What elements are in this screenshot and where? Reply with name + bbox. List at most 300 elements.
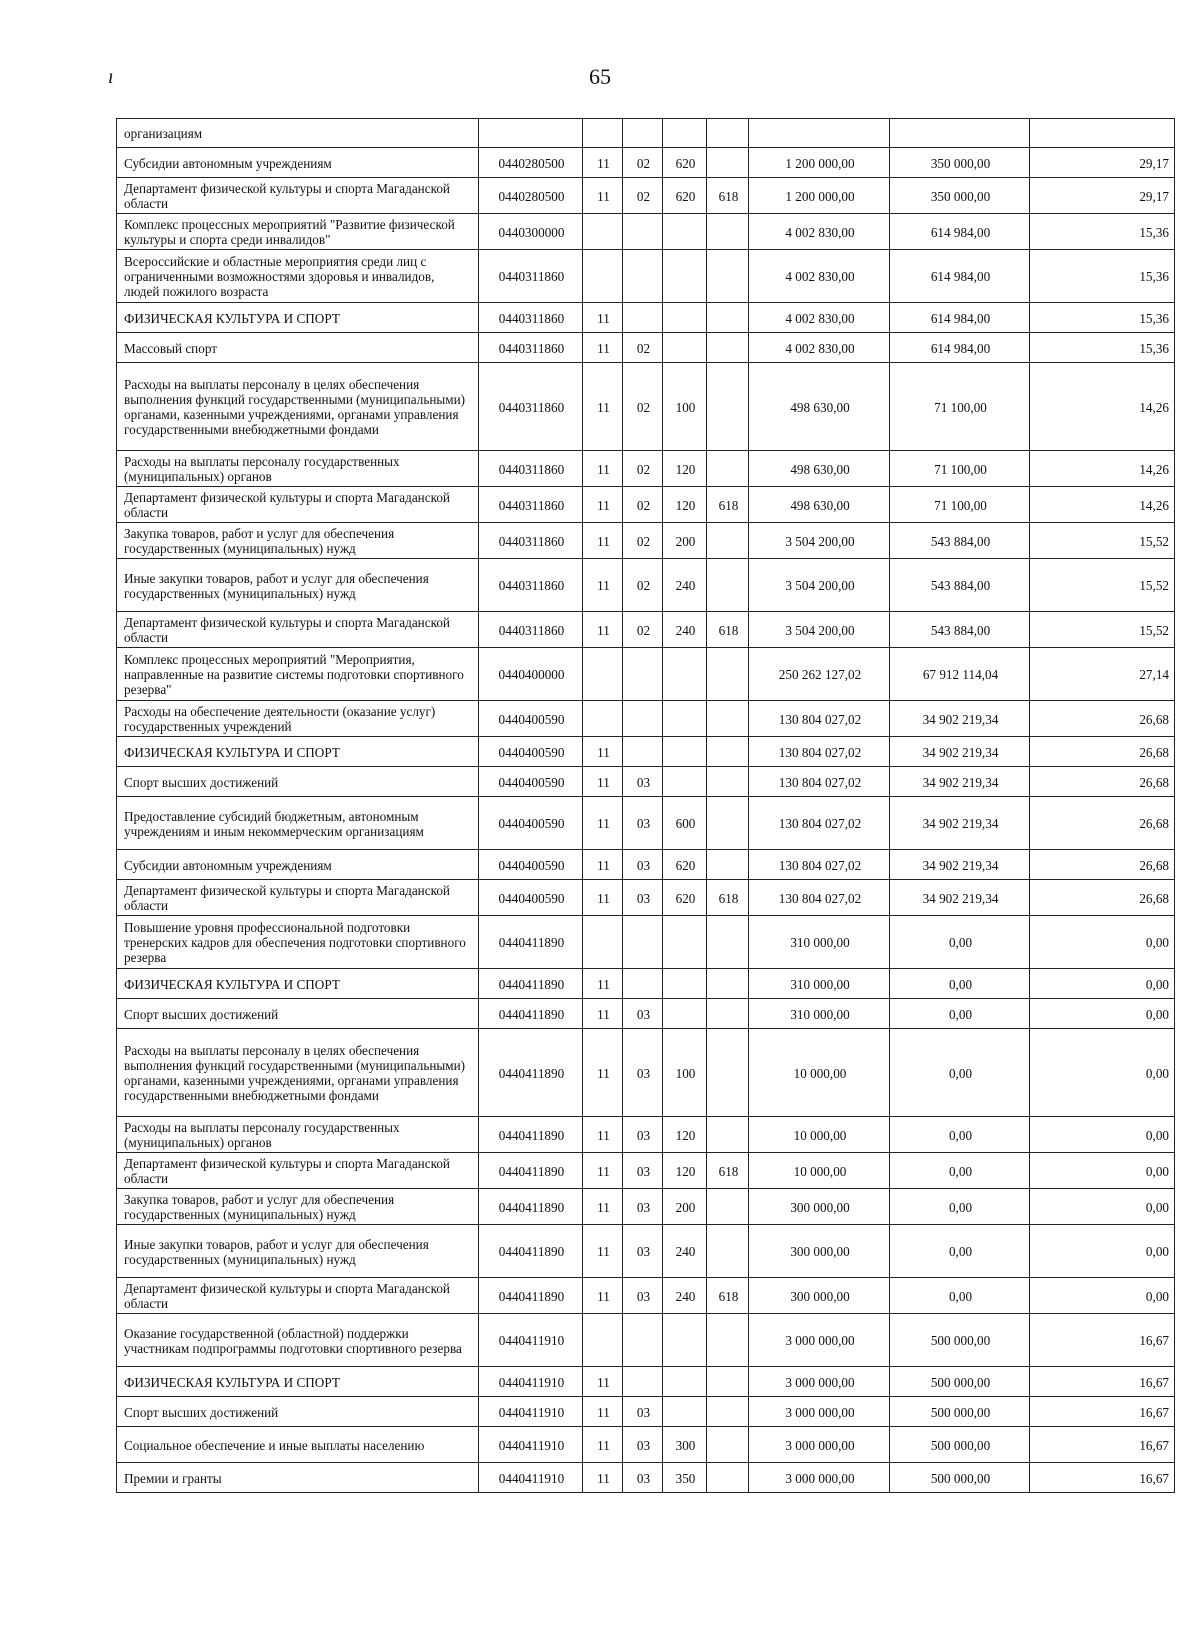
planned-amount: 498 630,00 [749,363,890,451]
section-code: 11 [583,1117,623,1153]
target-code: 0440311860 [479,250,583,303]
expense-type-code [663,701,707,737]
target-code: 0440311860 [479,451,583,487]
execution-percent: 0,00 [1030,1029,1175,1117]
planned-amount: 130 804 027,02 [749,767,890,797]
execution-percent: 26,68 [1030,701,1175,737]
table-row [117,612,1175,648]
target-code: 0440411910 [479,1463,583,1493]
administrator-code: 618 [707,880,749,916]
administrator-code [707,523,749,559]
administrator-code [707,1117,749,1153]
planned-amount: 130 804 027,02 [749,701,890,737]
section-code: 11 [583,1029,623,1117]
section-code: 11 [583,303,623,333]
execution-percent: 26,68 [1030,880,1175,916]
administrator-code [707,1463,749,1493]
row-name: Премии и гранты [117,1463,479,1493]
administrator-code [707,119,749,148]
target-code: 0440400590 [479,737,583,767]
section-code [583,916,623,969]
expense-type-code [663,1397,707,1427]
section-code: 11 [583,767,623,797]
expense-type-code [663,1314,707,1367]
administrator-code [707,1189,749,1225]
subsection-code: 03 [623,999,663,1029]
section-code: 11 [583,797,623,850]
planned-amount: 310 000,00 [749,999,890,1029]
administrator-code [707,1314,749,1367]
table-row [117,1314,1175,1367]
execution-percent: 15,52 [1030,612,1175,648]
subsection-code: 02 [623,148,663,178]
administrator-code [707,969,749,999]
row-name: ФИЗИЧЕСКАЯ КУЛЬТУРА И СПОРТ [117,303,479,333]
planned-amount: 130 804 027,02 [749,737,890,767]
execution-percent: 15,36 [1030,214,1175,250]
planned-amount: 3 504 200,00 [749,559,890,612]
table-row [117,363,1175,451]
administrator-code [707,701,749,737]
administrator-code [707,737,749,767]
planned-amount: 4 002 830,00 [749,250,890,303]
executed-amount: 0,00 [890,1225,1030,1278]
executed-amount: 500 000,00 [890,1463,1030,1493]
section-code [583,250,623,303]
executed-amount: 71 100,00 [890,363,1030,451]
row-name: Всероссийские и областные мероприятия среди лиц с ограниченными возможностями здоровья и инвалидов, людей пожилого возраста [117,250,479,303]
target-code: 0440411910 [479,1427,583,1463]
table-row [117,250,1175,303]
planned-amount [749,119,890,148]
executed-amount: 614 984,00 [890,333,1030,363]
administrator-code [707,999,749,1029]
target-code: 0440411890 [479,1189,583,1225]
subsection-code: 03 [623,1117,663,1153]
executed-amount: 500 000,00 [890,1397,1030,1427]
subsection-code [623,648,663,701]
table-row [117,969,1175,999]
execution-percent: 15,36 [1030,303,1175,333]
table-row [117,999,1175,1029]
row-name: Расходы на выплаты персоналу в целях обеспечения выполнения функций государственными (муниципальными) органами, казенными учреждениями, органами управления государственными внебюджетными фондами [117,1029,479,1117]
target-code: 0440400590 [479,850,583,880]
section-code: 11 [583,1225,623,1278]
planned-amount: 300 000,00 [749,1225,890,1278]
execution-percent: 0,00 [1030,969,1175,999]
execution-percent: 0,00 [1030,1117,1175,1153]
target-code: 0440311860 [479,363,583,451]
planned-amount: 3 000 000,00 [749,1463,890,1493]
planned-amount: 250 262 127,02 [749,648,890,701]
planned-amount: 1 200 000,00 [749,178,890,214]
row-name: Спорт высших достижений [117,767,479,797]
expense-type-code: 600 [663,797,707,850]
row-name: Департамент физической культуры и спорта Магаданской области [117,1153,479,1189]
table-row [117,559,1175,612]
target-code: 0440311860 [479,333,583,363]
executed-amount: 500 000,00 [890,1367,1030,1397]
administrator-code: 618 [707,1278,749,1314]
planned-amount: 4 002 830,00 [749,303,890,333]
administrator-code [707,1367,749,1397]
executed-amount: 543 884,00 [890,559,1030,612]
section-code: 11 [583,363,623,451]
page-mark: ı [108,66,114,88]
subsection-code: 03 [623,850,663,880]
section-code: 11 [583,451,623,487]
target-code: 0440411890 [479,1278,583,1314]
table-row [117,1427,1175,1463]
section-code: 11 [583,737,623,767]
table-row [117,737,1175,767]
expense-type-code: 240 [663,1225,707,1278]
subsection-code: 03 [623,1278,663,1314]
execution-percent: 26,68 [1030,767,1175,797]
subsection-code: 02 [623,559,663,612]
row-name: ФИЗИЧЕСКАЯ КУЛЬТУРА И СПОРТ [117,969,479,999]
row-name: Департамент физической культуры и спорта Магаданской области [117,487,479,523]
executed-amount: 34 902 219,34 [890,797,1030,850]
row-name: Оказание государственной (областной) поддержки участникам подпрограммы подготовки спортивного резерва [117,1314,479,1367]
expense-type-code: 120 [663,487,707,523]
section-code [583,214,623,250]
target-code: 0440300000 [479,214,583,250]
expense-type-code [663,916,707,969]
row-name: Субсидии автономным учреждениям [117,850,479,880]
expense-type-code [663,737,707,767]
executed-amount: 0,00 [890,1117,1030,1153]
planned-amount: 3 000 000,00 [749,1314,890,1367]
administrator-code [707,451,749,487]
section-code: 11 [583,487,623,523]
execution-percent: 16,67 [1030,1427,1175,1463]
execution-percent: 27,14 [1030,648,1175,701]
table-row [117,1117,1175,1153]
subsection-code: 02 [623,333,663,363]
section-code: 11 [583,333,623,363]
executed-amount: 0,00 [890,969,1030,999]
administrator-code [707,1029,749,1117]
subsection-code [623,119,663,148]
row-name: Закупка товаров, работ и услуг для обеспечения государственных (муниципальных) нужд [117,523,479,559]
target-code: 0440280500 [479,178,583,214]
execution-percent: 29,17 [1030,178,1175,214]
section-code: 11 [583,1427,623,1463]
expense-type-code [663,1367,707,1397]
expense-type-code [663,214,707,250]
section-code: 11 [583,178,623,214]
subsection-code: 02 [623,178,663,214]
row-name: организациям [117,119,479,148]
row-name: Социальное обеспечение и иные выплаты населению [117,1427,479,1463]
executed-amount: 543 884,00 [890,612,1030,648]
administrator-code [707,1397,749,1427]
execution-percent: 14,26 [1030,487,1175,523]
planned-amount: 4 002 830,00 [749,214,890,250]
planned-amount: 3 504 200,00 [749,612,890,648]
subsection-code: 03 [623,1427,663,1463]
expense-type-code: 200 [663,1189,707,1225]
target-code: 0440311860 [479,612,583,648]
row-name: Департамент физической культуры и спорта Магаданской области [117,1278,479,1314]
administrator-code: 618 [707,1153,749,1189]
executed-amount: 71 100,00 [890,487,1030,523]
table-row [117,178,1175,214]
section-code [583,1314,623,1367]
execution-percent: 16,67 [1030,1314,1175,1367]
expense-type-code [663,250,707,303]
execution-percent: 29,17 [1030,148,1175,178]
subsection-code [623,1367,663,1397]
table-row [117,1463,1175,1493]
administrator-code [707,916,749,969]
execution-percent: 14,26 [1030,363,1175,451]
target-code: 0440400590 [479,797,583,850]
target-code: 0440280500 [479,148,583,178]
executed-amount: 614 984,00 [890,303,1030,333]
row-name: Департамент физической культуры и спорта Магаданской области [117,178,479,214]
execution-percent: 26,68 [1030,850,1175,880]
expense-type-code: 620 [663,178,707,214]
row-name: Расходы на выплаты персоналу в целях обеспечения выполнения функций государственными (муниципальными) органами, казенными учреждениями, органами управления государственными внебюджетными фондами [117,363,479,451]
expense-type-code: 620 [663,880,707,916]
section-code: 11 [583,148,623,178]
table-row [117,1029,1175,1117]
planned-amount: 130 804 027,02 [749,797,890,850]
section-code: 11 [583,1189,623,1225]
target-code: 0440411910 [479,1397,583,1427]
executed-amount: 0,00 [890,1029,1030,1117]
executed-amount: 34 902 219,34 [890,767,1030,797]
expense-type-code: 120 [663,1153,707,1189]
execution-percent: 16,67 [1030,1397,1175,1427]
subsection-code: 03 [623,1397,663,1427]
target-code: 0440411890 [479,999,583,1029]
planned-amount: 4 002 830,00 [749,333,890,363]
executed-amount: 0,00 [890,1278,1030,1314]
target-code: 0440311860 [479,303,583,333]
table-row [117,148,1175,178]
subsection-code [623,969,663,999]
table-row [117,1397,1175,1427]
expense-type-code: 240 [663,559,707,612]
target-code [479,119,583,148]
execution-percent: 16,67 [1030,1367,1175,1397]
administrator-code [707,250,749,303]
table-row [117,523,1175,559]
planned-amount: 300 000,00 [749,1278,890,1314]
execution-percent: 0,00 [1030,1189,1175,1225]
target-code: 0440411890 [479,1117,583,1153]
section-code: 11 [583,1153,623,1189]
administrator-code [707,303,749,333]
planned-amount: 1 200 000,00 [749,148,890,178]
section-code: 11 [583,612,623,648]
execution-percent: 0,00 [1030,916,1175,969]
planned-amount: 10 000,00 [749,1153,890,1189]
administrator-code [707,559,749,612]
subsection-code: 03 [623,1153,663,1189]
planned-amount: 130 804 027,02 [749,850,890,880]
execution-percent: 0,00 [1030,1278,1175,1314]
row-name: Иные закупки товаров, работ и услуг для обеспечения государственных (муниципальных) нужд [117,1225,479,1278]
expense-type-code: 240 [663,612,707,648]
target-code: 0440411890 [479,1225,583,1278]
expense-type-code: 300 [663,1427,707,1463]
section-code: 11 [583,1397,623,1427]
execution-percent: 0,00 [1030,1225,1175,1278]
executed-amount: 34 902 219,34 [890,737,1030,767]
section-code: 11 [583,1463,623,1493]
execution-percent [1030,119,1175,148]
section-code: 11 [583,1278,623,1314]
subsection-code: 03 [623,767,663,797]
planned-amount: 498 630,00 [749,451,890,487]
section-code: 11 [583,523,623,559]
expense-type-code: 200 [663,523,707,559]
subsection-code [623,303,663,333]
administrator-code [707,767,749,797]
administrator-code [707,1427,749,1463]
subsection-code: 03 [623,797,663,850]
section-code [583,119,623,148]
administrator-code [707,797,749,850]
planned-amount: 3 000 000,00 [749,1427,890,1463]
expense-type-code [663,333,707,363]
executed-amount: 34 902 219,34 [890,880,1030,916]
target-code: 0440411890 [479,969,583,999]
execution-percent: 14,26 [1030,451,1175,487]
subsection-code: 02 [623,451,663,487]
administrator-code [707,1225,749,1278]
expense-type-code: 620 [663,148,707,178]
subsection-code: 03 [623,1225,663,1278]
row-name: Департамент физической культуры и спорта Магаданской области [117,880,479,916]
row-name: Закупка товаров, работ и услуг для обеспечения государственных (муниципальных) нужд [117,1189,479,1225]
subsection-code [623,916,663,969]
row-name: Расходы на выплаты персоналу государственных (муниципальных) органов [117,1117,479,1153]
executed-amount: 34 902 219,34 [890,850,1030,880]
target-code: 0440411890 [479,1029,583,1117]
executed-amount: 614 984,00 [890,250,1030,303]
administrator-code [707,850,749,880]
row-name: Комплекс процессных мероприятий "Развитие физической культуры и спорта среди инвалидов" [117,214,479,250]
expense-type-code [663,969,707,999]
administrator-code [707,333,749,363]
planned-amount: 130 804 027,02 [749,880,890,916]
subsection-code: 03 [623,1463,663,1493]
execution-percent: 26,68 [1030,737,1175,767]
target-code: 0440411890 [479,1153,583,1189]
planned-amount: 310 000,00 [749,969,890,999]
expense-type-code: 240 [663,1278,707,1314]
execution-percent: 0,00 [1030,999,1175,1029]
planned-amount: 3 000 000,00 [749,1367,890,1397]
target-code: 0440411910 [479,1314,583,1367]
target-code: 0440411890 [479,916,583,969]
section-code [583,648,623,701]
table-row [117,214,1175,250]
expense-type-code: 100 [663,363,707,451]
administrator-code [707,214,749,250]
table-row [117,850,1175,880]
target-code: 0440311860 [479,559,583,612]
row-name: Субсидии автономным учреждениям [117,148,479,178]
subsection-code: 02 [623,523,663,559]
execution-percent: 15,36 [1030,250,1175,303]
executed-amount: 543 884,00 [890,523,1030,559]
section-code: 11 [583,880,623,916]
subsection-code: 02 [623,487,663,523]
row-name: Иные закупки товаров, работ и услуг для обеспечения государственных (муниципальных) нужд [117,559,479,612]
target-code: 0440400590 [479,767,583,797]
row-name: Предоставление субсидий бюджетным, автономным учреждениям и иным некоммерческим организациям [117,797,479,850]
planned-amount: 300 000,00 [749,1189,890,1225]
planned-amount: 10 000,00 [749,1117,890,1153]
expense-type-code [663,303,707,333]
subsection-code [623,737,663,767]
target-code: 0440311860 [479,487,583,523]
administrator-code: 618 [707,612,749,648]
row-name: Спорт высших достижений [117,999,479,1029]
expense-type-code [663,648,707,701]
table-row [117,487,1175,523]
planned-amount: 10 000,00 [749,1029,890,1117]
table-row [117,119,1175,148]
executed-amount: 0,00 [890,1189,1030,1225]
executed-amount: 0,00 [890,916,1030,969]
table-row [117,303,1175,333]
executed-amount [890,119,1030,148]
table-row [117,1153,1175,1189]
table-row [117,648,1175,701]
administrator-code: 618 [707,178,749,214]
row-name: Департамент физической культуры и спорта Магаданской области [117,612,479,648]
page-number: 65 [589,64,611,89]
table-row [117,797,1175,850]
expense-type-code: 620 [663,850,707,880]
executed-amount: 34 902 219,34 [890,701,1030,737]
target-code: 0440400590 [479,701,583,737]
row-name: Спорт высших достижений [117,1397,479,1427]
table-row [117,1367,1175,1397]
planned-amount: 3 504 200,00 [749,523,890,559]
table-row [117,880,1175,916]
administrator-code [707,148,749,178]
planned-amount: 498 630,00 [749,487,890,523]
executed-amount: 71 100,00 [890,451,1030,487]
subsection-code [623,1314,663,1367]
executed-amount: 500 000,00 [890,1427,1030,1463]
expense-type-code: 350 [663,1463,707,1493]
subsection-code: 03 [623,880,663,916]
executed-amount: 500 000,00 [890,1314,1030,1367]
planned-amount: 310 000,00 [749,916,890,969]
administrator-code [707,648,749,701]
row-name: Расходы на выплаты персоналу государственных (муниципальных) органов [117,451,479,487]
budget-table [116,118,1175,1493]
section-code: 11 [583,999,623,1029]
row-name: ФИЗИЧЕСКАЯ КУЛЬТУРА И СПОРТ [117,737,479,767]
target-code: 0440400590 [479,880,583,916]
subsection-code: 03 [623,1029,663,1117]
section-code: 11 [583,1367,623,1397]
table-row [117,767,1175,797]
row-name: Расходы на обеспечение деятельности (оказание услуг) государственных учреждений [117,701,479,737]
expense-type-code [663,999,707,1029]
section-code: 11 [583,850,623,880]
